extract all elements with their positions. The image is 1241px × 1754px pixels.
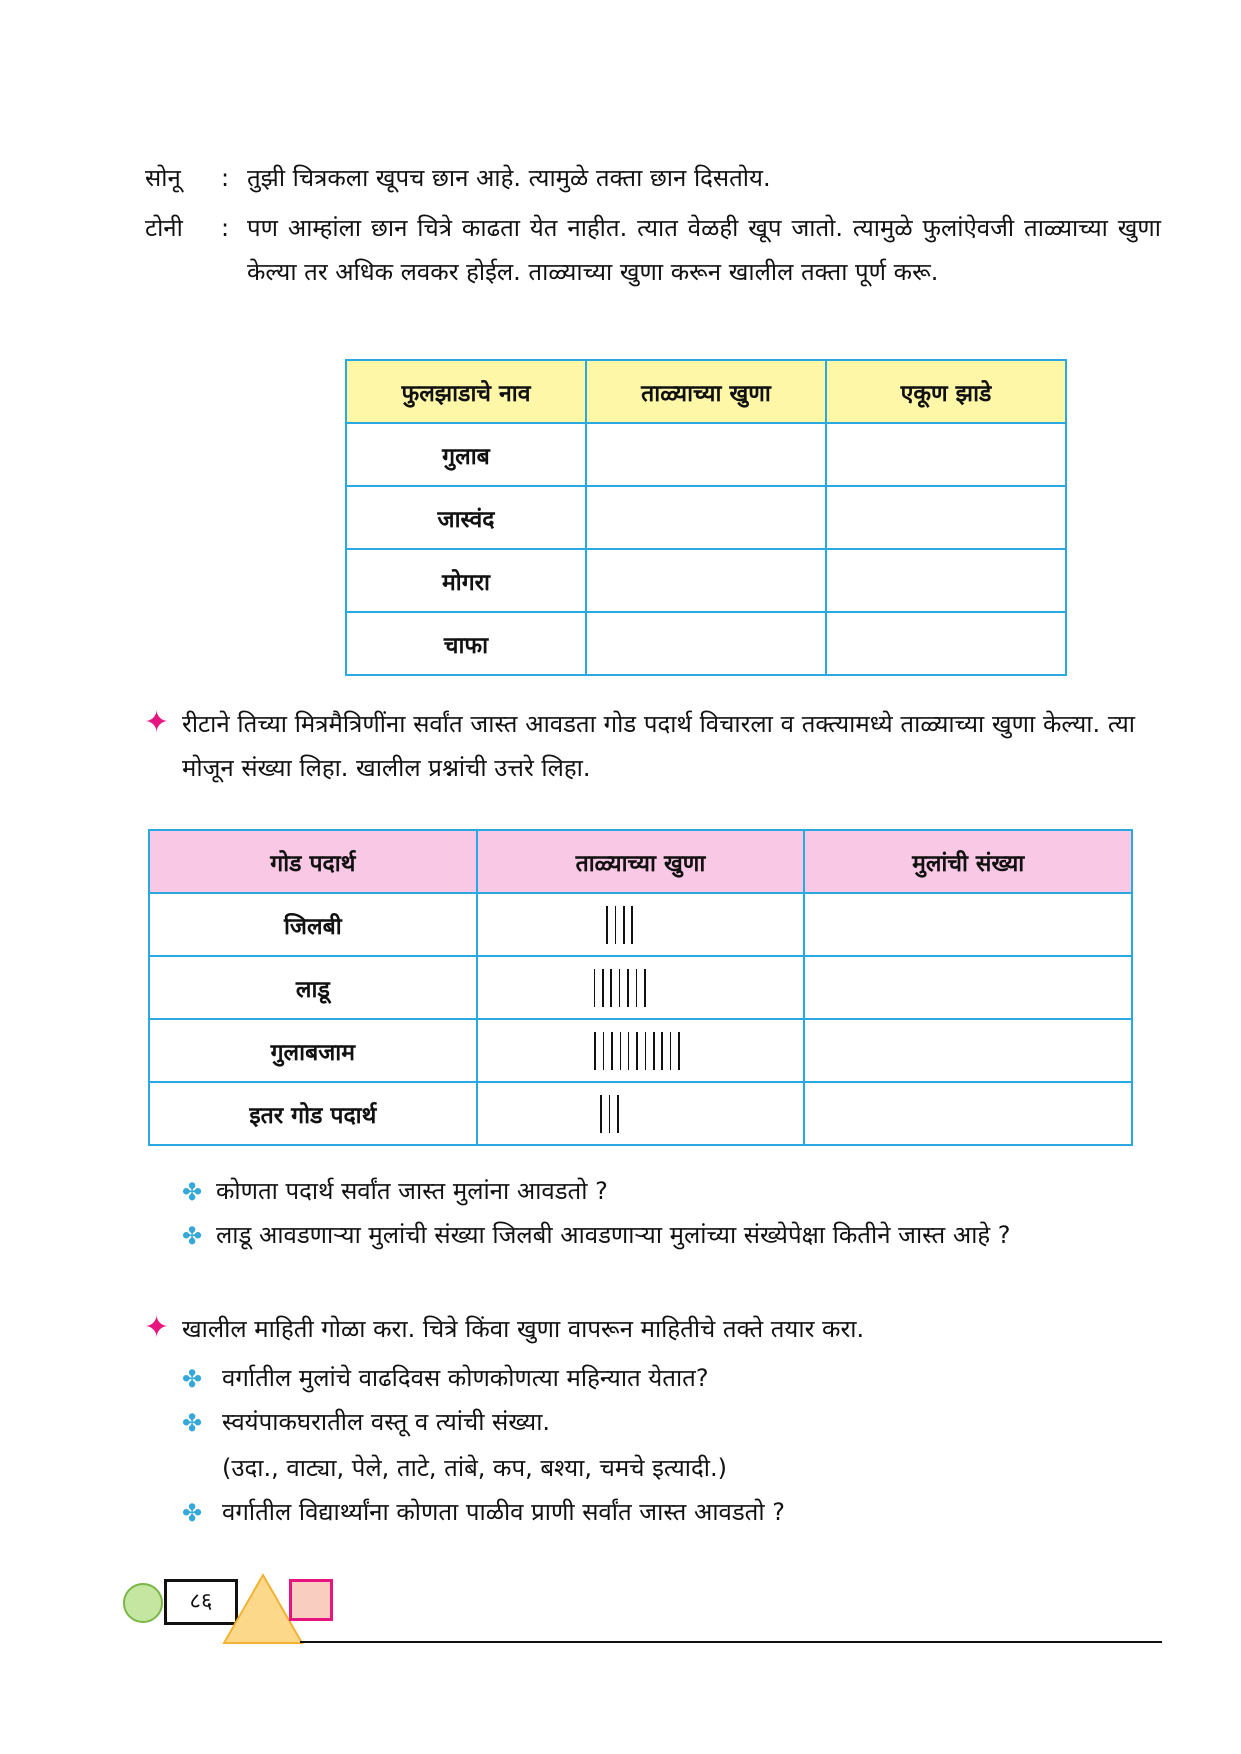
speaker-colon: :: [221, 164, 230, 192]
table-row: [346, 486, 1066, 549]
green-circle-icon: [123, 1583, 163, 1623]
tally-stroke: [594, 969, 596, 1007]
table-row: [149, 956, 1132, 1019]
tally-answer-cell[interactable]: [586, 549, 826, 612]
tally-marks: [606, 906, 640, 944]
flower-name-cell: जास्वंद: [346, 486, 586, 549]
tally-stroke: [636, 969, 638, 1007]
sweet-name-cell: गुलाबजाम: [149, 1019, 477, 1082]
pink-star-icon: ✦: [144, 705, 170, 740]
table-header: एकूण झाडे: [826, 360, 1066, 423]
table-header: फुलझाडाचे नाव: [346, 360, 586, 423]
tally-stroke: [645, 1032, 647, 1070]
table-row: [346, 549, 1066, 612]
count-answer-cell[interactable]: [804, 893, 1132, 956]
speaker-name: सोनू: [145, 164, 181, 192]
tally-answer-cell[interactable]: [586, 612, 826, 675]
tally-stroke: [670, 1032, 672, 1070]
speaker-colon: :: [221, 214, 230, 242]
table-row: [149, 1082, 1132, 1145]
sweet-name-cell: जिलबी: [149, 893, 477, 956]
tally-stroke: [615, 906, 617, 944]
tally-stroke: [602, 969, 604, 1007]
flower-tally-table: [345, 359, 1067, 676]
total-answer-cell[interactable]: [826, 486, 1066, 549]
total-answer-cell[interactable]: [826, 612, 1066, 675]
dialogue-sonu: [145, 156, 1165, 200]
tally-stroke: [627, 969, 629, 1007]
tally-stroke: [603, 1032, 605, 1070]
tally-stroke: [678, 1032, 680, 1070]
tally-stroke: [661, 1032, 663, 1070]
table-row: [149, 1019, 1132, 1082]
tally-stroke: [600, 1095, 602, 1133]
tally-stroke: [594, 1032, 596, 1070]
table-row: [149, 893, 1132, 956]
page-number: ८६: [189, 1589, 213, 1614]
table-header: ताळ्याच्या खुणा: [477, 830, 805, 893]
table-header: गोड पदार्थ: [149, 830, 477, 893]
flower-bullet-icon: ✤: [182, 1178, 203, 1206]
flower-bullet-icon: ✤: [182, 1222, 203, 1250]
tally-stroke: [620, 1032, 622, 1070]
tally-marks: [594, 969, 653, 1007]
table-header-row: [346, 360, 1066, 423]
sweet-name-cell: इतर गोड पदार्थ: [149, 1082, 477, 1145]
tally-answer-cell[interactable]: [586, 486, 826, 549]
tally-cell: [477, 956, 805, 1019]
count-answer-cell[interactable]: [804, 1082, 1132, 1145]
tally-marks: [600, 1095, 625, 1133]
count-answer-cell[interactable]: [804, 956, 1132, 1019]
table-header: ताळ्याच्या खुणा: [586, 360, 826, 423]
footer-rule: [300, 1641, 1162, 1643]
table-header-row: [149, 830, 1132, 893]
flower-bullet-icon: ✤: [182, 1409, 203, 1437]
question-text: वर्गातील मुलांचे वाढदिवस कोणकोणत्या महिन्यात येतात?: [222, 1364, 709, 1392]
table-row: [346, 612, 1066, 675]
total-answer-cell[interactable]: [826, 549, 1066, 612]
sweet-name-cell: लाडू: [149, 956, 477, 1019]
total-answer-cell[interactable]: [826, 423, 1066, 486]
tally-stroke: [644, 969, 646, 1007]
tally-stroke: [610, 969, 612, 1007]
tally-cell: [477, 1082, 805, 1145]
question-text: स्वयंपाकघरातील वस्तू व त्यांची संख्या.: [222, 1408, 551, 1436]
tally-stroke: [628, 1032, 630, 1070]
question-example-note: (उदा., वाट्या, पेले, ताटे, तांबे, कप, बश्या, चमचे इत्यादी.): [222, 1454, 727, 1482]
tally-marks: [594, 1032, 686, 1070]
tally-stroke: [631, 906, 633, 944]
tally-cell: [477, 893, 805, 956]
speaker-name: टोनी: [145, 214, 183, 242]
dialogue-text: पण आम्हांला छान चित्रे काढता येत नाहीत. त्यात वेळही खूप जातो. त्यामुळे फुलांऐवजी ताळ्याच्या खुणा केल्या तर अधिक लवकर होईल. ताळ्याच्या खुणा करून खालील तक्ता पूर्ण करू.: [247, 214, 1161, 286]
question-text: लाडू आवडणाऱ्या मुलांची संख्या जिलबी आवडणाऱ्या मुलांच्या संख्येपेक्षा कितीने जास्त आहे ?: [216, 1221, 1011, 1249]
activity-1-text: रीटाने तिच्या मित्रमैत्रिणींना सर्वांत जास्त आवडता गोड पदार्थ विचारला व तक्त्यामध्ये ताळ्याच्या खुणा केल्या. त्या मोजून संख्या लिहा. खालील प्रश्नांची उत्तरे लिहा.: [182, 710, 1135, 782]
tally-stroke: [609, 1095, 611, 1133]
sweet-tally-table: [148, 829, 1133, 1146]
table-row: [346, 423, 1066, 486]
pink-square-icon: [289, 1579, 333, 1621]
tally-stroke: [653, 1032, 655, 1070]
flower-bullet-icon: ✤: [182, 1365, 203, 1393]
tally-stroke: [617, 1095, 619, 1133]
tally-answer-cell[interactable]: [586, 423, 826, 486]
dialogue-text: तुझी चित्रकला खूपच छान आहे. त्यामुळे तक्ता छान दिसतोय.: [247, 164, 771, 192]
table-header: मुलांची संख्या: [804, 830, 1132, 893]
flower-name-cell: मोगरा: [346, 549, 586, 612]
pink-star-icon: ✦: [144, 1310, 170, 1345]
tally-cell: [477, 1019, 805, 1082]
flower-name-cell: चाफा: [346, 612, 586, 675]
flower-bullet-icon: ✤: [182, 1499, 203, 1527]
tally-stroke: [606, 906, 608, 944]
dialogue-toni: [145, 206, 1165, 338]
question-text: कोणता पदार्थ सर्वांत जास्त मुलांना आवडतो ?: [216, 1177, 608, 1205]
activity-2-text: खालील माहिती गोळा करा. चित्रे किंवा खुणा वापरून माहितीचे तक्ते तयार करा.: [182, 1315, 865, 1343]
tally-stroke: [636, 1032, 638, 1070]
count-answer-cell[interactable]: [804, 1019, 1132, 1082]
tally-stroke: [619, 969, 621, 1007]
flower-name-cell: गुलाब: [346, 423, 586, 486]
tally-stroke: [611, 1032, 613, 1070]
tally-stroke: [623, 906, 625, 944]
question-text: वर्गातील विद्यार्थ्यांना कोणता पाळीव प्राणी सर्वांत जास्त आवडतो ?: [222, 1498, 785, 1526]
